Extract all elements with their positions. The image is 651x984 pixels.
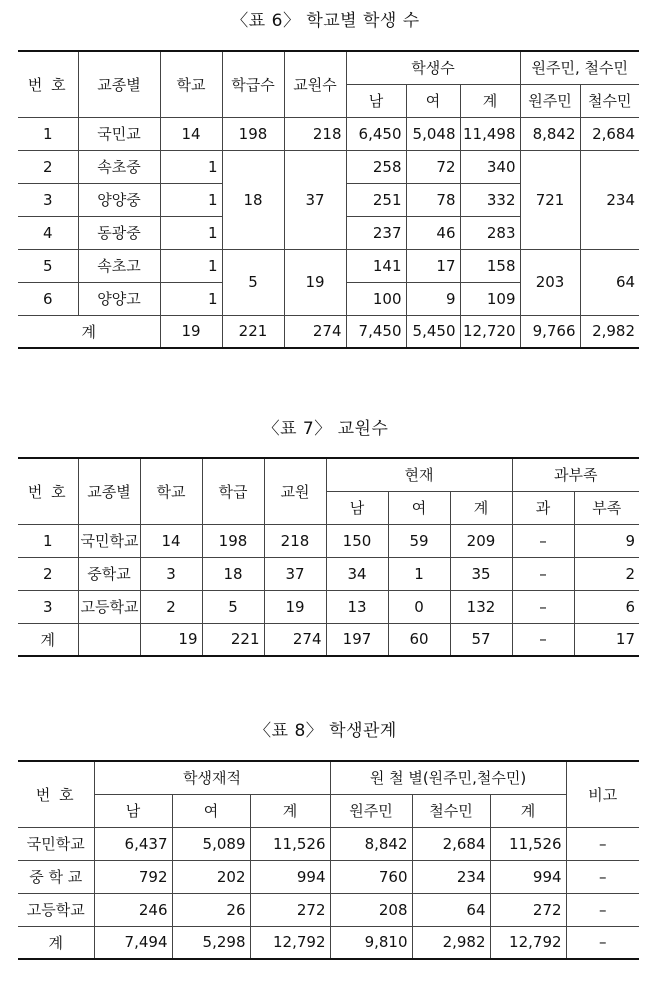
cell-female: 46 bbox=[406, 216, 460, 249]
cell-note: – bbox=[566, 860, 639, 893]
cell-female: 5,450 bbox=[406, 315, 460, 348]
t6-header-evac: 철수민 bbox=[580, 84, 639, 117]
cell-over: – bbox=[512, 590, 574, 623]
cell-note: – bbox=[566, 827, 639, 860]
cell-school: 1 bbox=[160, 216, 222, 249]
cell-name: 국민학교 bbox=[18, 827, 94, 860]
cell-no: 2 bbox=[18, 557, 78, 590]
t7-header-male: 남 bbox=[326, 491, 388, 524]
cell-total: 12,792 bbox=[250, 926, 330, 959]
t8-header-note: 비고 bbox=[566, 761, 639, 827]
cell-classes: 18 bbox=[202, 557, 264, 590]
cell-female: 9 bbox=[406, 282, 460, 315]
cell-female: 59 bbox=[388, 524, 450, 557]
cell-school: 1 bbox=[160, 249, 222, 282]
cell-female: 60 bbox=[388, 623, 450, 656]
t7-header-school: 학교 bbox=[140, 458, 202, 524]
t8-header-total: 계 bbox=[250, 794, 330, 827]
cell-female: 1 bbox=[388, 557, 450, 590]
cell-type: 중학교 bbox=[78, 557, 140, 590]
table-row bbox=[18, 827, 639, 860]
cell-male: 100 bbox=[346, 282, 406, 315]
cell-female: 26 bbox=[172, 893, 250, 926]
cell-evac: 2,982 bbox=[580, 315, 639, 348]
cell-total: 109 bbox=[460, 282, 520, 315]
table-row bbox=[18, 524, 639, 557]
cell-total: 209 bbox=[450, 524, 512, 557]
t6-header-female: 여 bbox=[406, 84, 460, 117]
cell-total: 994 bbox=[250, 860, 330, 893]
cell-male: 150 bbox=[326, 524, 388, 557]
cell-type: 고등학교 bbox=[78, 590, 140, 623]
cell-male: 34 bbox=[326, 557, 388, 590]
cell-high-classes: 5 bbox=[222, 249, 284, 315]
table8 bbox=[18, 760, 639, 960]
t6-header-male: 남 bbox=[346, 84, 406, 117]
cell-total2: 994 bbox=[490, 860, 566, 893]
cell-male: 246 bbox=[94, 893, 172, 926]
table8-caption: 〈표 8〉 학생관계 bbox=[254, 721, 397, 741]
cell-type: 양양고 bbox=[78, 282, 160, 315]
cell-over: – bbox=[512, 524, 574, 557]
cell-female: 202 bbox=[172, 860, 250, 893]
t6-header-teachers: 교원수 bbox=[284, 51, 346, 117]
t7-header-short: 부족 bbox=[574, 491, 639, 524]
cell-type: 국민학교 bbox=[78, 524, 140, 557]
table-total-row bbox=[18, 315, 639, 348]
table7-caption: 〈표 7〉 교원수 bbox=[262, 419, 389, 439]
cell-male: 251 bbox=[346, 183, 406, 216]
cell-type: 양양중 bbox=[78, 183, 160, 216]
cell-mid-teachers: 37 bbox=[284, 150, 346, 249]
table-row bbox=[18, 860, 639, 893]
cell-school: 19 bbox=[140, 623, 202, 656]
table-row bbox=[18, 590, 639, 623]
cell-evac: 234 bbox=[412, 860, 490, 893]
t7-header-female: 여 bbox=[388, 491, 450, 524]
table-row bbox=[18, 557, 639, 590]
cell-type bbox=[78, 623, 140, 656]
cell-type: 속초고 bbox=[78, 249, 160, 282]
t7-header-total: 계 bbox=[450, 491, 512, 524]
cell-total: 12,720 bbox=[460, 315, 520, 348]
cell-teachers: 274 bbox=[284, 315, 346, 348]
cell-no: 4 bbox=[18, 216, 78, 249]
cell-male: 6,437 bbox=[94, 827, 172, 860]
cell-over: – bbox=[512, 557, 574, 590]
cell-school: 19 bbox=[160, 315, 222, 348]
cell-school: 14 bbox=[140, 524, 202, 557]
table6 bbox=[18, 50, 639, 349]
cell-male: 141 bbox=[346, 249, 406, 282]
cell-type: 국민교 bbox=[78, 117, 160, 150]
cell-female: 5,089 bbox=[172, 827, 250, 860]
cell-female: 17 bbox=[406, 249, 460, 282]
cell-total: 35 bbox=[450, 557, 512, 590]
cell-male: 197 bbox=[326, 623, 388, 656]
cell-classes: 198 bbox=[222, 117, 284, 150]
t7-header-current: 현재 bbox=[326, 458, 512, 491]
t6-header-no: 번 호 bbox=[18, 51, 78, 117]
t8-header-male: 남 bbox=[94, 794, 172, 827]
cell-teachers: 274 bbox=[264, 623, 326, 656]
cell-total-label: 계 bbox=[18, 315, 160, 348]
cell-total: 340 bbox=[460, 150, 520, 183]
cell-female: 0 bbox=[388, 590, 450, 623]
cell-high-teachers: 19 bbox=[284, 249, 346, 315]
cell-evac: 2,684 bbox=[412, 827, 490, 860]
cell-no: 3 bbox=[18, 183, 78, 216]
cell-female: 78 bbox=[406, 183, 460, 216]
t6-header-native: 원주민 bbox=[520, 84, 580, 117]
cell-male: 6,450 bbox=[346, 117, 406, 150]
cell-mid-native: 721 bbox=[520, 150, 580, 249]
cell-total2: 272 bbox=[490, 893, 566, 926]
cell-teachers: 218 bbox=[284, 117, 346, 150]
cell-school: 1 bbox=[160, 183, 222, 216]
cell-classes: 5 bbox=[202, 590, 264, 623]
cell-male: 13 bbox=[326, 590, 388, 623]
cell-total: 158 bbox=[460, 249, 520, 282]
cell-total: 11,498 bbox=[460, 117, 520, 150]
cell-high-native: 203 bbox=[520, 249, 580, 315]
t8-header-enrolled: 학생재적 bbox=[94, 761, 330, 794]
cell-female: 5,048 bbox=[406, 117, 460, 150]
t6-header-classes: 학급수 bbox=[222, 51, 284, 117]
cell-type: 속초중 bbox=[78, 150, 160, 183]
cell-high-evac: 64 bbox=[580, 249, 639, 315]
cell-teachers: 37 bbox=[264, 557, 326, 590]
cell-total: 132 bbox=[450, 590, 512, 623]
cell-no: 1 bbox=[18, 524, 78, 557]
cell-name: 계 bbox=[18, 926, 94, 959]
cell-classes: 198 bbox=[202, 524, 264, 557]
t6-header-students: 학생수 bbox=[346, 51, 520, 84]
cell-teachers: 218 bbox=[264, 524, 326, 557]
table-row bbox=[18, 249, 639, 282]
table-total-row bbox=[18, 623, 639, 656]
cell-male: 792 bbox=[94, 860, 172, 893]
cell-evac: 2,982 bbox=[412, 926, 490, 959]
table-row bbox=[18, 893, 639, 926]
t7-header-teachers: 교원 bbox=[264, 458, 326, 524]
t7-header-over: 과 bbox=[512, 491, 574, 524]
cell-type: 동광중 bbox=[78, 216, 160, 249]
cell-short: 2 bbox=[574, 557, 639, 590]
cell-name: 중 학 교 bbox=[18, 860, 94, 893]
table-row bbox=[18, 150, 639, 183]
cell-classes: 221 bbox=[202, 623, 264, 656]
cell-total: 332 bbox=[460, 183, 520, 216]
cell-no: 5 bbox=[18, 249, 78, 282]
cell-over: – bbox=[512, 623, 574, 656]
cell-short: 17 bbox=[574, 623, 639, 656]
cell-mid-classes: 18 bbox=[222, 150, 284, 249]
cell-native: 8,842 bbox=[330, 827, 412, 860]
cell-no: 계 bbox=[18, 623, 78, 656]
cell-native: 760 bbox=[330, 860, 412, 893]
table-row bbox=[18, 117, 639, 150]
cell-total: 272 bbox=[250, 893, 330, 926]
table-total-row bbox=[18, 926, 639, 959]
cell-male: 258 bbox=[346, 150, 406, 183]
table7 bbox=[18, 457, 639, 657]
t6-header-school: 학교 bbox=[160, 51, 222, 117]
cell-school: 3 bbox=[140, 557, 202, 590]
cell-no: 2 bbox=[18, 150, 78, 183]
t8-header-total2: 계 bbox=[490, 794, 566, 827]
cell-male: 7,450 bbox=[346, 315, 406, 348]
cell-mid-evac: 234 bbox=[580, 150, 639, 249]
cell-short: 9 bbox=[574, 524, 639, 557]
cell-male: 7,494 bbox=[94, 926, 172, 959]
cell-no: 6 bbox=[18, 282, 78, 315]
t6-header-total: 계 bbox=[460, 84, 520, 117]
cell-total2: 11,526 bbox=[490, 827, 566, 860]
t8-header-origin: 원 철 별(원주민,철수민) bbox=[330, 761, 566, 794]
cell-female: 5,298 bbox=[172, 926, 250, 959]
cell-native: 9,766 bbox=[520, 315, 580, 348]
t6-header-type: 교종별 bbox=[78, 51, 160, 117]
t7-header-excess: 과부족 bbox=[512, 458, 639, 491]
cell-native: 9,810 bbox=[330, 926, 412, 959]
cell-school: 14 bbox=[160, 117, 222, 150]
t8-header-native: 원주민 bbox=[330, 794, 412, 827]
t7-header-no: 번 호 bbox=[18, 458, 78, 524]
cell-total: 11,526 bbox=[250, 827, 330, 860]
t7-header-type: 교종별 bbox=[78, 458, 140, 524]
cell-male: 237 bbox=[346, 216, 406, 249]
cell-short: 6 bbox=[574, 590, 639, 623]
cell-classes: 221 bbox=[222, 315, 284, 348]
t8-header-no: 번 호 bbox=[18, 761, 94, 827]
cell-school: 1 bbox=[160, 282, 222, 315]
cell-school: 1 bbox=[160, 150, 222, 183]
cell-total: 57 bbox=[450, 623, 512, 656]
cell-teachers: 19 bbox=[264, 590, 326, 623]
cell-no: 1 bbox=[18, 117, 78, 150]
cell-no: 3 bbox=[18, 590, 78, 623]
cell-total: 283 bbox=[460, 216, 520, 249]
cell-native: 208 bbox=[330, 893, 412, 926]
t7-header-classes: 학급 bbox=[202, 458, 264, 524]
cell-evac: 2,684 bbox=[580, 117, 639, 150]
cell-note: – bbox=[566, 926, 639, 959]
cell-female: 72 bbox=[406, 150, 460, 183]
t6-header-origin: 원주민, 철수민 bbox=[520, 51, 639, 84]
t8-header-female: 여 bbox=[172, 794, 250, 827]
cell-school: 2 bbox=[140, 590, 202, 623]
cell-note: – bbox=[566, 893, 639, 926]
cell-evac: 64 bbox=[412, 893, 490, 926]
cell-total2: 12,792 bbox=[490, 926, 566, 959]
table6-caption: 〈표 6〉 학교별 학생 수 bbox=[231, 11, 420, 31]
t8-header-evac: 철수민 bbox=[412, 794, 490, 827]
cell-name: 고등학교 bbox=[18, 893, 94, 926]
cell-native: 8,842 bbox=[520, 117, 580, 150]
